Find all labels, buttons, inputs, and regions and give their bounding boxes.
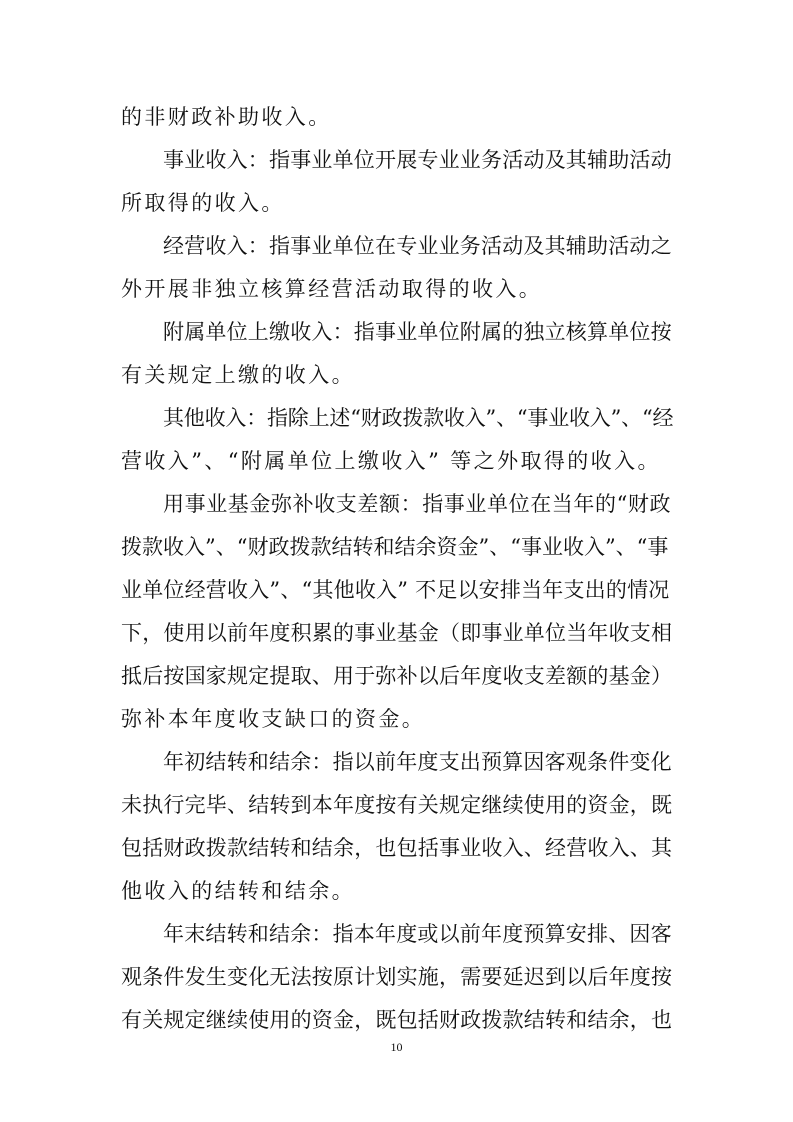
paragraph-other-income: 其他收入：指除上述“财政拨款收入”、“事业收入”、“经	[163, 406, 674, 430]
text-line: 下，使用以前年度积累的事业基金（即事业单位当年收支相	[121, 621, 673, 645]
text-line: 业单位经营收入”、“其他收入” 不足以安排当年支出的情况	[121, 578, 670, 602]
paragraph-operating-income: 经营收入：指事业单位在专业业务活动及其辅助活动之	[163, 234, 672, 258]
paragraph-subsidiary-income: 附属单位上缴收入：指事业单位附属的独立核算单位按	[163, 320, 672, 344]
paragraph-fund-offset: 用事业基金弥补收支差额：指事业单位在当年的“财政	[163, 492, 672, 516]
text-line: 抵后按国家规定提取、用于弥补以后年度收支差额的基金）	[121, 664, 673, 688]
text-line: 所取得的收入。	[121, 191, 285, 215]
text-line: 未执行完毕、结转到本年度按有关规定继续使用的资金，既	[121, 793, 673, 817]
text-line: 他收入的结转和结余。	[121, 879, 355, 903]
text-line: 弥补本年度收支缺口的资金。	[121, 707, 426, 731]
body-text	[121, 96, 673, 1042]
text-line: 拨款收入”、“财政拨款结转和结余资金”、“事业收入”、“事	[121, 535, 669, 559]
text-line: 观条件发生变化无法按原计划实施，需要延迟到以后年度按	[121, 965, 673, 989]
text-line: 有关规定上缴的收入。	[121, 363, 355, 387]
text-line: 外开展非独立核算经营活动取得的收入。	[121, 277, 543, 301]
page-number: 10	[390, 1040, 403, 1054]
text-line: 包括财政拨款结转和结余，也包括事业收入、经营收入、其	[121, 836, 673, 860]
paragraph-business-income: 事业收入：指事业单位开展专业业务活动及其辅助活动	[163, 148, 672, 172]
paragraph-closing-balance: 年末结转和结余：指本年度或以前年度预算安排、因客	[163, 922, 672, 946]
text-line: 的非财政补助收入。	[121, 105, 332, 129]
text-line: 有关规定继续使用的资金，既包括财政拨款结转和结余，也	[121, 1008, 673, 1032]
text-line: 营收入”、“附属单位上缴收入” 等之外取得的收入。	[121, 449, 661, 473]
paragraph-opening-balance: 年初结转和结余：指以前年度支出预算因客观条件变化	[163, 750, 672, 774]
